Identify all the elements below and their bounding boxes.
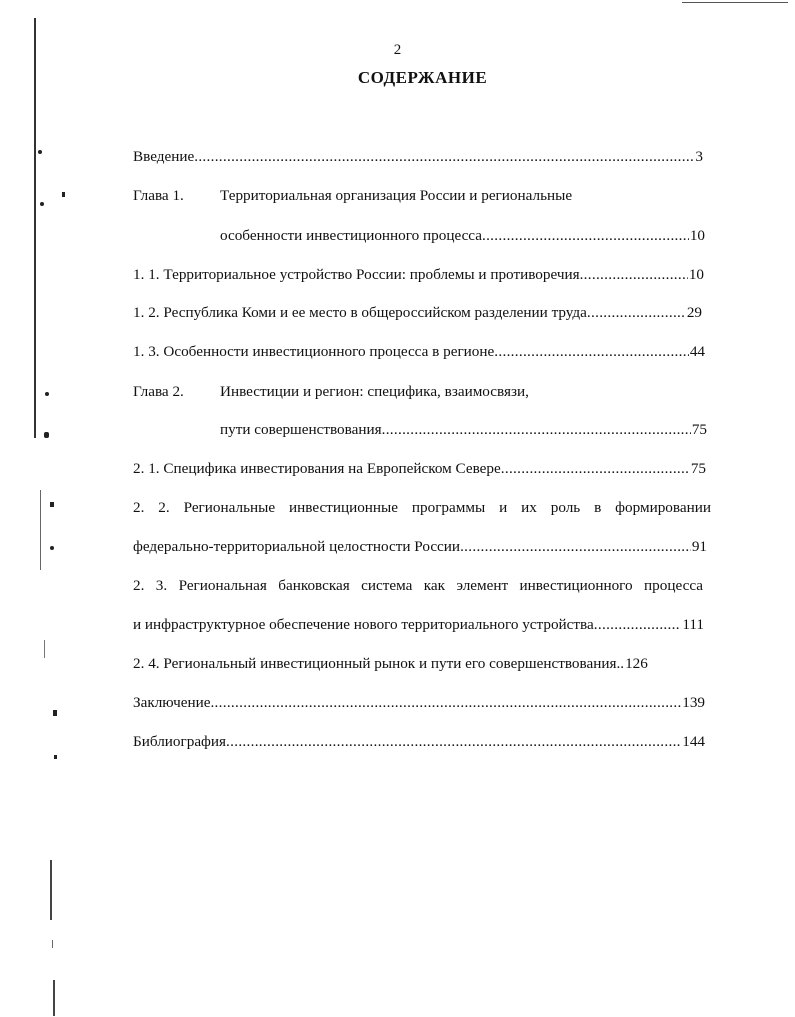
toc-entry-1-3[interactable] <box>133 343 705 361</box>
toc-label: пути совершенствования <box>220 421 382 438</box>
toc-label: 1. 2. Республика Коми и ее место в общероссийском разделении труда <box>133 304 587 321</box>
toc-page: 111 <box>682 616 704 633</box>
toc-leader <box>587 304 686 322</box>
scan-artifact-line <box>40 490 41 570</box>
toc-entry-intro[interactable] <box>133 148 703 166</box>
scan-artifact-dot <box>44 432 49 438</box>
toc-entry-2-2-line1[interactable]: 2. 2. Региональные инвестиционные программы и их роль в формировании <box>133 499 711 516</box>
toc-page: 3 <box>695 148 703 165</box>
toc-chapter-1-prefix: Глава 1. <box>133 187 184 204</box>
toc-label: федерально-территориальной целостности России <box>133 538 461 555</box>
toc-chapter-1-title[interactable]: Территориальная организация России и региональные <box>220 187 573 204</box>
toc-page: 91 <box>691 538 707 555</box>
toc-entry-1-2[interactable] <box>133 304 702 322</box>
toc-entry-2-2[interactable] <box>133 538 707 556</box>
scan-artifact-line <box>52 940 53 948</box>
toc-leader <box>580 266 688 284</box>
scan-artifact-dot <box>54 755 57 759</box>
toc-entry-2-4[interactable] <box>133 655 708 673</box>
toc-page: 44 <box>689 343 705 360</box>
toc-entry-1-1[interactable] <box>133 266 704 284</box>
scan-artifact-dot <box>50 546 54 550</box>
toc-label: 2. 4. Региональный инвестиционный рынок и пути его совершенствования.. <box>133 655 625 672</box>
scan-artifact-dot <box>40 202 44 206</box>
toc-label: 1. 1. Территориальное устройство России: проблемы и противоречия <box>133 266 580 283</box>
toc-entry-chapter-2[interactable] <box>220 421 707 439</box>
toc-entry-bibliography[interactable] <box>133 733 705 751</box>
toc-leader <box>194 148 694 166</box>
toc-leader <box>460 538 691 556</box>
toc-chapter-2-title[interactable]: Инвестиции и регион: специфика, взаимосвязи, <box>220 383 529 400</box>
toc-label: Заключение <box>133 694 211 711</box>
toc-entry-2-3-line1[interactable]: 2. 3. Региональная банковская система как элемент инвестиционного процесса <box>133 577 703 594</box>
toc-page: 126 <box>625 655 648 672</box>
toc-page: 10 <box>689 227 705 244</box>
toc-leader <box>382 421 691 439</box>
toc-page: 139 <box>682 694 705 711</box>
scan-artifact-dot <box>62 192 65 197</box>
page-number: 2 <box>393 42 402 58</box>
toc-page: 75 <box>690 460 706 477</box>
toc-page: 10 <box>688 266 704 283</box>
scan-artifact-line <box>34 18 36 438</box>
toc-leader <box>501 460 690 478</box>
toc-entry-2-3[interactable] <box>133 616 704 634</box>
toc-leader <box>494 343 689 361</box>
scan-artifact-dot <box>38 150 42 154</box>
toc-page: 144 <box>682 733 705 750</box>
scan-artifact-rule <box>682 2 788 3</box>
toc-label: особенности инвестиционного процесса <box>220 227 482 244</box>
toc-label: 2. 1. Специфика инвестирования на Европейском Севере <box>133 460 501 477</box>
toc-label: Введение <box>133 148 195 165</box>
toc-chapter-2-prefix: Глава 2. <box>133 383 184 400</box>
toc-leader <box>594 616 682 634</box>
toc-page: 75 <box>691 421 707 438</box>
scan-artifact-dot <box>53 710 57 716</box>
page-title: СОДЕРЖАНИЕ <box>357 68 488 87</box>
toc-page: 29 <box>686 304 702 321</box>
toc-label: 1. 3. Особенности инвестиционного процесса в регионе <box>133 343 495 360</box>
toc-leader <box>482 227 689 245</box>
scan-artifact-line <box>50 860 52 920</box>
toc-label: Библиография <box>133 733 227 750</box>
scan-artifact-line <box>44 640 45 658</box>
toc-label: и инфраструктурное обеспечение нового территориального устройства <box>133 616 594 633</box>
scan-artifact-dot <box>50 502 54 507</box>
toc-leader <box>226 733 681 751</box>
scan-artifact-dot <box>45 392 49 396</box>
scan-artifact-line <box>53 980 55 1016</box>
toc-leader <box>210 694 681 712</box>
toc-entry-2-1[interactable] <box>133 460 706 478</box>
toc-entry-chapter-1[interactable] <box>220 227 705 245</box>
toc-entry-conclusion[interactable] <box>133 694 705 712</box>
